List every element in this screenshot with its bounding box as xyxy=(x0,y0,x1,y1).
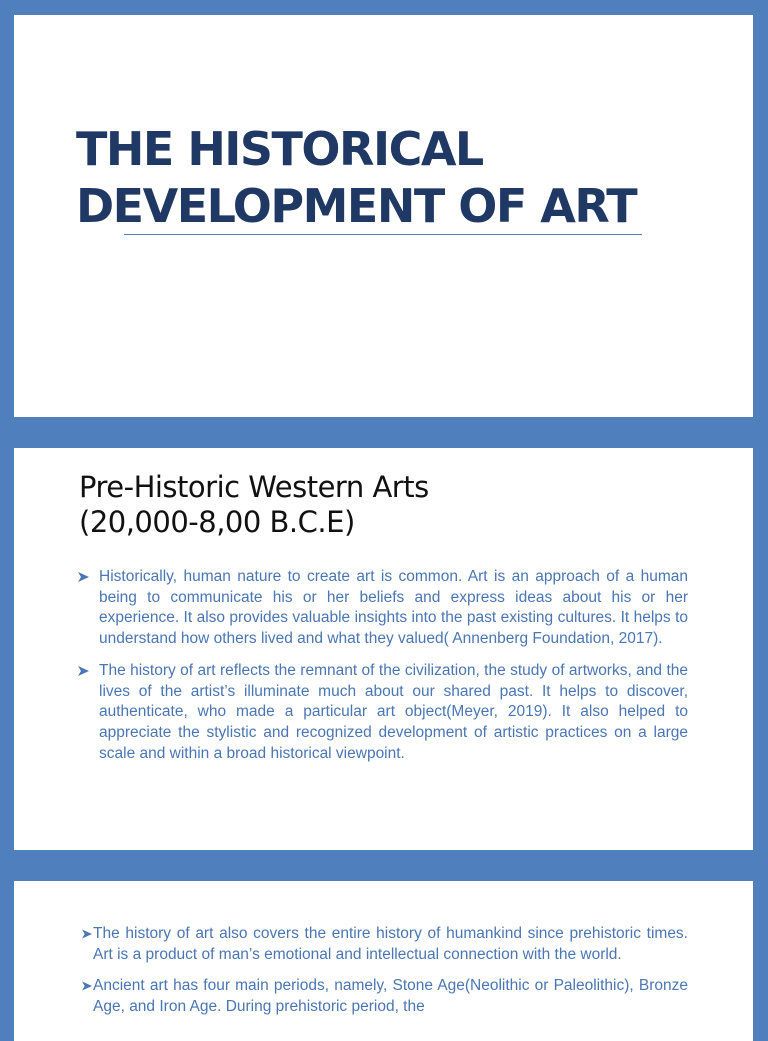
title-underline xyxy=(124,234,642,235)
bullet-text: The history of art also covers the entire history of humankind since prehistoric times. Art is a product of man’s emotional and intellectual connection with the world. xyxy=(93,925,688,963)
slide-title-line-1: THE HISTORICAL xyxy=(76,122,483,176)
list-item xyxy=(82,976,688,1017)
slide-title xyxy=(76,121,636,235)
slide-heading-line-2: (20,000-8,00 B.C.E) xyxy=(79,505,355,539)
bullet-list xyxy=(78,567,688,775)
list-item xyxy=(78,661,688,765)
arrow-bullet-icon xyxy=(78,572,89,582)
arrow-bullet-icon xyxy=(82,981,92,991)
title-slide xyxy=(14,15,753,417)
arrow-bullet-icon xyxy=(82,929,92,939)
list-item xyxy=(82,924,688,965)
prehistoric-arts-slide xyxy=(14,448,753,850)
slide-heading-line-1: Pre-Historic Western Arts xyxy=(79,470,429,504)
bullet-text: Historically, human nature to create art is common. Art is an approach of a human being to communicate his or her beliefs and express ideas about his or her experience. It also provides valuable insights into the past existing cultures. It helps to understand how others lived and what they valued( Annenberg Foundation, 2017). xyxy=(99,568,688,648)
bullet-list xyxy=(82,924,688,1029)
arrow-bullet-icon xyxy=(78,666,89,676)
bullet-text: Ancient art has four main periods, namely, Stone Age(Neolithic or Paleolithic), Bronze Age, and Iron Age. During prehistoric period, the xyxy=(93,977,688,1016)
slide-title-line-2: DEVELOPMENT OF ART xyxy=(76,179,637,233)
list-item xyxy=(78,567,688,650)
slide-heading xyxy=(79,470,429,540)
bullet-text: The history of art reflects the remnant of the civilization, the study of artworks, and the lives of the artist’s illuminate much about our shared past. It helps to discover, authenticate, who made a particular art object(Meyer, 2019). It also helped to appreciate the stylistic and recognized development of artistic practices on a large scale and within a broad historical viewpoint. xyxy=(99,661,688,762)
art-history-slide xyxy=(14,881,753,1041)
